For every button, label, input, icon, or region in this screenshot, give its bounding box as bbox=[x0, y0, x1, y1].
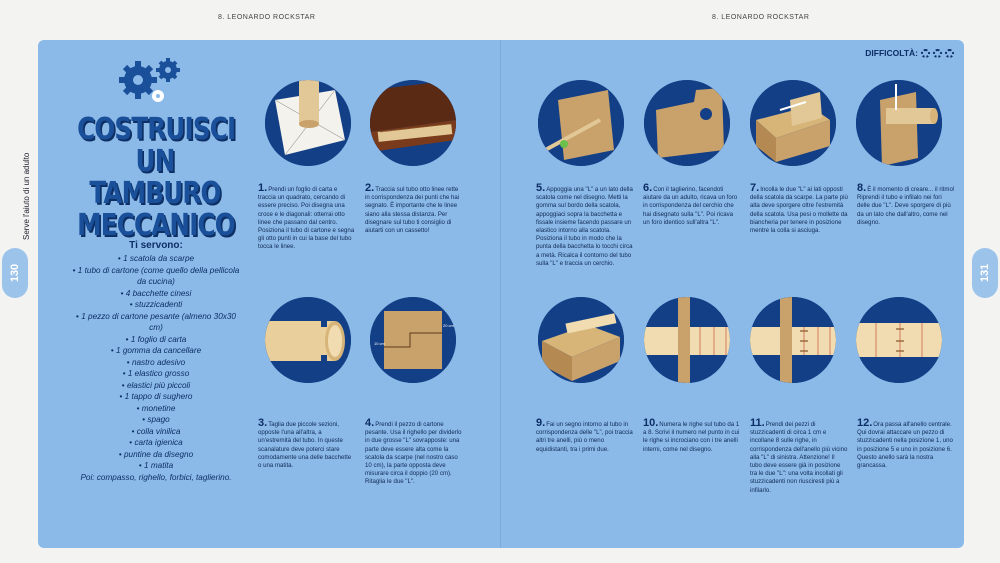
material-item: • stuzzicadenti bbox=[129, 300, 183, 309]
gear-icon bbox=[945, 49, 954, 58]
step-1: 1.Prendi un foglio di carta e traccia un quadrato, cercando di essere preciso. Poi disegna una croce e le diagonali: otterrai otto linee che passano dal centro. Posiziona il tubo di cartone e segna gli otto punti in cui la base del tubo tocca le linee. bbox=[258, 182, 355, 251]
step-11: 11.Prendi dei pezzi di stuzzicadenti di circa 1 cm e incollane 8 sulle righe, in corrispondenza dell'anello più vicino alla "L" di sinistra. Attenzione! Il tubo deve essere già in posizione tra le due "L": una volta incollati gli stuzzicadenti non riusciresti più a infilarlo. bbox=[750, 417, 848, 494]
material-item: • colla vinilica bbox=[131, 426, 181, 436]
materials-heading: Ti servono: bbox=[129, 240, 183, 251]
material-item: • 1 gomma da cancellare bbox=[110, 346, 202, 355]
gears-icon bbox=[108, 56, 188, 106]
material-item: • 1 matita bbox=[138, 461, 174, 470]
material-item: • 1 elastico grosso bbox=[122, 369, 190, 378]
gear-icon bbox=[921, 49, 930, 58]
gear-icon bbox=[933, 49, 942, 58]
step-6-illustration bbox=[644, 80, 730, 166]
dim-label-a: 10 cm bbox=[374, 341, 385, 346]
material-item: • elastici più piccoli bbox=[121, 380, 191, 390]
materials-list bbox=[72, 240, 240, 483]
step-4: 4.Prendi il pezzo di cartone pesante. Usa il righello per dividerlo in due grosse "L" sovrapposte: una parte deve essere alta come la scatola da scarpe (nel nostro caso 10 cm), la parte opposta deve misurare circa il doppio (20 cm). Ritaglia le due "L". bbox=[365, 417, 462, 486]
step-5-illustration bbox=[538, 80, 624, 166]
material-item: • 4 bacchette cinesi bbox=[120, 288, 192, 298]
step-2: 2.Traccia sul tubo otto linee rette in corrispondenza dei punti che hai segnato. È importante che le linee siano alla stessa distanza. Per disegnare sul tubo ti consiglio di aiutarti con un cassetto! bbox=[365, 182, 460, 235]
step-12-illustration bbox=[856, 297, 942, 383]
material-item: • 1 tubo di cartone (come quello della pellicola da cucina) bbox=[72, 265, 240, 286]
step-10: 10.Numera le righe sul tubo da 1 a 8. Scrivi il numero nel punto in cui le righe si incrociano con i tre anelli interni, come nel disegno. bbox=[643, 417, 740, 453]
material-item: • 1 tappo di sughero bbox=[119, 392, 193, 401]
step-2-illustration bbox=[370, 80, 456, 166]
material-item: • 1 scatola da scarpe bbox=[117, 254, 195, 263]
step-5: 5.Appoggia una "L" a un lato della scatola come nel disegno. Metti la gomma sul bordo della scatola, appoggiaci sopra la bacchetta e fissale insieme facendo passare un elastico intorno alla scatola. Posiziona il tubo in modo che la punta della bacchetta lo tocchi circa a metà. Ricalca il contorno del tubo sulla "L" e traccia un cerchio. bbox=[536, 182, 633, 267]
materials-footer: Poi: compasso, righello, forbici, taglierino. bbox=[80, 472, 232, 482]
material-item: • puntine da disegno bbox=[118, 449, 194, 459]
material-item: • carta igienica bbox=[129, 438, 183, 447]
step-11-illustration bbox=[750, 297, 836, 383]
step-7: 7.Incolla le due "L" ai lati opposti della scatola da scarpe. La parte più alta deve sporgere oltre l'estremità della scatola. Usa pesi o mollette da biancheria per tenere in posizione mentre la colla si asciuga. bbox=[750, 182, 848, 235]
step-10-illustration bbox=[644, 297, 730, 383]
page-number-right: 131 bbox=[972, 248, 998, 298]
step-3-illustration bbox=[265, 297, 351, 383]
step-1-illustration bbox=[265, 80, 351, 166]
running-header-right: 8. LEONARDO ROCKSTAR bbox=[712, 14, 810, 21]
material-item: • 1 foglio di carta bbox=[125, 334, 187, 344]
page-title: COSTRUISCI UN TAMBURO MECCANICO bbox=[77, 112, 236, 243]
step-12: 12.Ora passa all'anello centrale. Qui dovrai attaccare un pezzo di stuzzicadenti nella posizione 1, uno in posizione 5 e uno in posizione 6. Questo anello sarà la nostra grancassa. bbox=[857, 417, 953, 470]
material-item: • spago bbox=[142, 415, 170, 424]
step-9-illustration bbox=[538, 297, 624, 383]
page-spine bbox=[500, 40, 501, 548]
dim-label-b: 20 cm bbox=[443, 323, 454, 328]
material-item: • monetine bbox=[136, 403, 176, 413]
step-6: 6.Con il taglierino, facendoti aiutare da un adulto, ricava un foro in corrispondenza del cerchio che hai disegnato sulla "L". Poi ricava un foro identico sull'altra "L". bbox=[643, 182, 738, 226]
running-header-left: 8. LEONARDO ROCKSTAR bbox=[218, 14, 316, 21]
step-8: 8.È il momento di creare... il ritmo! Riprendi il tubo e infilalo nei fori delle due "L". Deve sporgere di più da un lato che dall'altro, come nel disegno. bbox=[857, 182, 955, 226]
adult-help-note: Serve l'aiuto di un adulto bbox=[22, 152, 31, 240]
material-item: • 1 pezzo di cartone pesante (almeno 30x30 cm) bbox=[76, 311, 236, 332]
step-3: 3.Taglia due piccole sezioni, opposte l'una all'altra, a un'estremità del tubo. In queste scanalature deve poterci stare comodamente una delle bacchette o una matita. bbox=[258, 417, 352, 470]
step-9: 9.Fai un segno intorno al tubo in corrispondenza delle "L", poi traccia altri tre anelli, più o meno equidistanti, tra i primi due. bbox=[536, 417, 633, 453]
step-4-illustration bbox=[370, 297, 456, 383]
page-number-left: 130 bbox=[2, 248, 28, 298]
step-8-illustration bbox=[856, 80, 942, 166]
step-7-illustration bbox=[750, 80, 836, 166]
difficulty-rating: DIFFICOLTÀ: bbox=[865, 48, 954, 58]
material-item: • nastro adesivo bbox=[126, 357, 186, 367]
